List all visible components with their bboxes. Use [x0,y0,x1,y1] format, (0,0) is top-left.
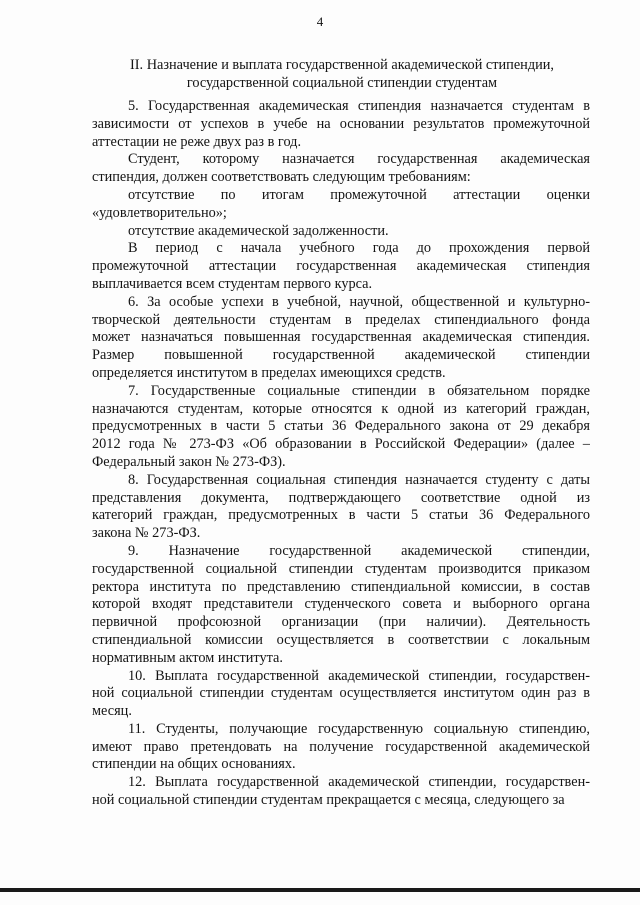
paragraph-line: промежуточной аттестации государственная академическая стипендия [92,258,590,275]
section-heading-line: II. Назначение и выплата государственной академической стипендии, [130,57,554,73]
paragraph-line: месяц. [92,703,132,720]
paragraph-p7 [92,383,590,472]
paragraph-line: назначаются студентам, которые относятся к одной из категорий граждан, [92,400,590,417]
paragraph-line: аттестации не реже двух раз в год. [92,133,302,150]
paragraph-line: определяется институтом в пределах имеющихся средств. [92,364,446,381]
page-number: 4 [316,14,324,29]
paragraph-line: 6. За особые успехи в учебной, научной, общественной и культурно- [128,293,590,310]
paragraph-p12 [92,774,590,810]
paragraph-line: ной социальной стипендии студентам прекращается с месяца, следующего за [92,792,565,809]
paragraph-p11 [92,721,590,774]
paragraph-line: творческой деятельности студентам в пределах стипендиального фонда [92,311,590,328]
paragraph-line: 2012 года № 273-ФЗ «Об образовании в Российской Федерации» (далее – [92,436,590,453]
paragraph-line: 5. Государственная академическая стипендия назначается студентам в [128,98,590,114]
paragraph-line: представления документа, подтверждающего соответствие одной из [92,489,590,506]
paragraph-p10 [92,668,590,721]
paragraph-line: В период с начала учебного года до прохождения первой [128,240,590,257]
paragraph-line: которой входят представители студенческого совета и выборного органа [92,596,590,613]
paragraph-line: нормативным актом института. [92,649,283,666]
paragraph-line: имеют право претендовать на получение государственной академической [92,738,590,755]
paragraph-line: выплачивается всем студентам первого курса. [92,275,373,292]
paragraph-line: категорий граждан, предусмотренных в части 5 статьи 36 Федерального [92,507,590,524]
paragraph-p6 [92,294,590,383]
document-body [92,98,590,810]
paragraph-line: ной социальной стипендии студентам осуществляется институтом один раз в [92,685,590,702]
paragraph-line: 12. Выплата государственной академической стипендии, государствен- [128,774,590,791]
paragraph-line: первичной профсоюзной организации (при наличии). Деятельность [92,614,590,631]
bottom-rule [0,888,640,892]
paragraph-line: зависимости от успехов в учебе на основании результатов промежуточной [92,115,590,132]
paragraph-line: государственной социальной стипендии студентам производится приказом [92,560,590,577]
section-heading [92,56,592,92]
paragraph-line: «удовлетворительно»; [92,204,227,221]
paragraph-p5-student [92,151,590,187]
paragraph-line: 7. Государственные социальные стипендии в обязательном порядке [128,382,590,399]
paragraph-p5 [92,98,590,151]
section-heading-line: государственной социальной стипендии студентам [186,75,498,91]
paragraph-line: стипендия, должен соответствовать следующим требованиям: [92,169,471,186]
paragraph-p9 [92,543,590,668]
paragraph-line: предусмотренных в части 5 статьи 36 Федерального закона от 29 декабря [92,418,590,435]
paragraph-line: 8. Государственная социальная стипендия назначается студенту с даты [128,471,590,488]
paragraph-line: отсутствие академической задолженности. [128,222,389,239]
paragraph-line: Студент, которому назначается государственная академическая [128,151,590,168]
paragraph-line: ректора института по представлению стипендиальной комиссии, в состав [92,578,590,595]
paragraph-line: отсутствие по итогам промежуточной аттестации оценки [128,186,590,203]
paragraph-line: стипендии на общих основаниях. [92,756,296,773]
paragraph-p5-req2 [92,223,590,241]
paragraph-line: закона № 273-ФЗ. [92,525,201,542]
paragraph-line: Размер повышенной государственной академической стипендии [92,347,590,364]
paragraph-line: 9. Назначение государственной академической стипендии, [128,542,590,559]
paragraph-line: стипендиальной комиссии осуществляется в соответствии с локальным [92,631,590,648]
paragraph-p5-period [92,240,590,293]
paragraph-line: Федеральный закон № 273-ФЗ). [92,453,286,470]
paragraph-p8 [92,472,590,543]
paragraph-p5-req1 [92,187,590,223]
paragraph-line: может назначаться повышенная государственная академическая стипендия. [92,329,590,346]
paragraph-line: 10. Выплата государственной академической стипендии, государствен- [128,667,590,684]
paragraph-line: 11. Студенты, получающие государственную социальную стипендию, [128,720,590,737]
